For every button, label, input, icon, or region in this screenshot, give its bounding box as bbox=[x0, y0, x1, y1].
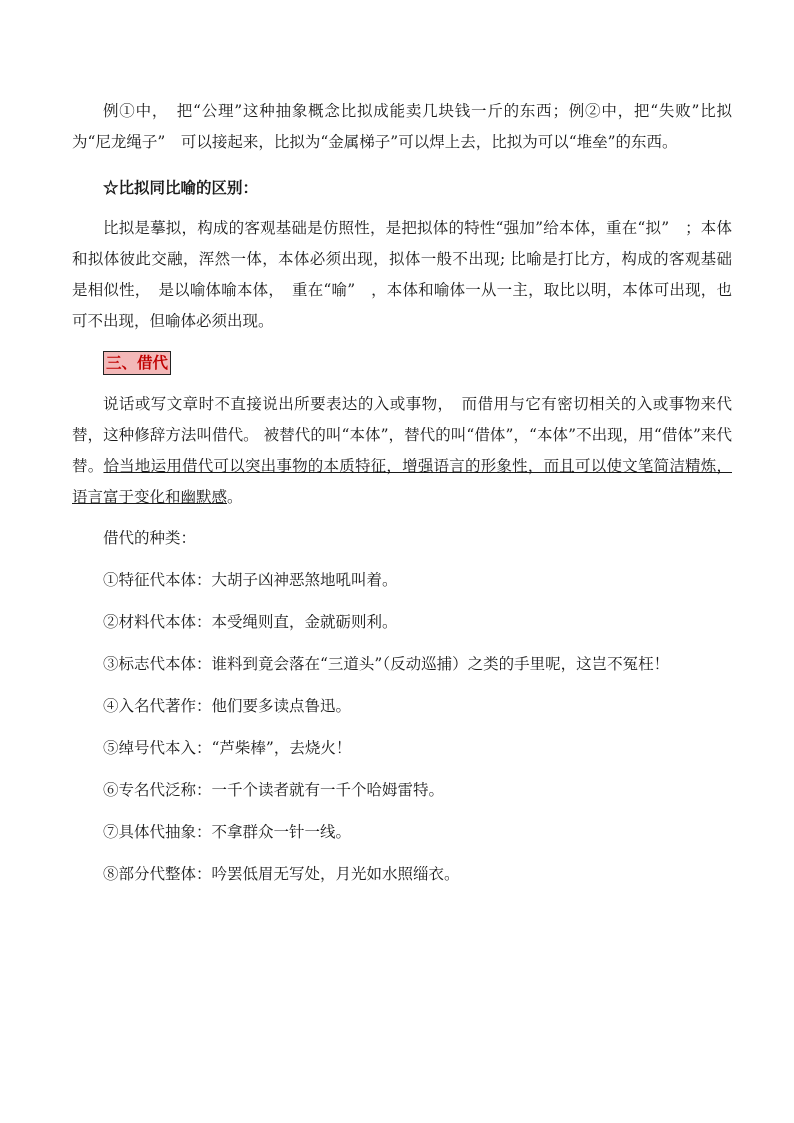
list-item: ⑥专名代泛称：一千个读者就有一千个哈姆雷特。 bbox=[103, 781, 445, 799]
paragraph-jiedai-end: 。 bbox=[227, 488, 243, 506]
section-heading-container bbox=[72, 351, 732, 375]
list-item: ⑤绰号代本入：“芦柴棒”，去烧火！ bbox=[103, 739, 352, 757]
list-item: ②材料代本体：本受绳则直，金就砺则利。 bbox=[103, 613, 398, 631]
section-heading: 三、借代 bbox=[103, 351, 171, 375]
list-item: ⑦具体代抽象：不拿群众一针一线。 bbox=[103, 823, 352, 841]
types-title: 借代的种类： bbox=[103, 529, 197, 547]
list-item: ①特征代本体：大胡子凶神恶煞地吼叫着。 bbox=[103, 571, 398, 589]
paragraph-difference: 比拟是摹拟，构成的客观基础是仿照性，是把拟体的特性“强加”给本体，重在“拟” ；本体和拟体彼此交融，浑然一体，本体必须出现，拟体一般不出现; 比喻是打比方，构成的客观基础是相似性， 是以喻体喻本体， 重在“喻” ，本体和喻体一从一主，取比以明，本体可出现，也可不出现，但喻体必须出现。 bbox=[72, 219, 732, 330]
paragraph-jiedai bbox=[72, 389, 732, 513]
subheading-difference: ☆比拟同比喻的区别： bbox=[103, 178, 259, 197]
list-item: ③标志代本体：谁料到竟会落在“三道头”（反动巡捕）之类的手里呢，这岂不冤枉！ bbox=[103, 655, 670, 673]
paragraph-examples: 例①中， 把“公理”这种抽象概念比拟成能卖几块钱一斤的东西；例②中，把“失败”比拟为“尼龙绳子” 可以接起来，比拟为“金属梯子”可以焊上去，比拟为可以“堆垒”的东西。 bbox=[72, 102, 732, 151]
underlined-emphasis: 恰当地运用借代可以突出事物的本质特征，增强语言的形象性，而且可以使文笔简洁精炼，语言富于变化和幽默感 bbox=[72, 457, 732, 506]
list-item: ⑧部分代整体：吟罢低眉无写处，月光如水照缁衣。 bbox=[103, 865, 460, 883]
document-body bbox=[72, 96, 732, 890]
paragraph-jiedai-text: 说话或写文章时不直接说出所要表达的入或事物， 而借用与它有密切相关的入或事物来代替，这种修辞方法叫借代。 被替代的叫“本体”，替代的叫“借体”，“本体”不出现，用“借体”来代替。 bbox=[72, 395, 732, 475]
types-list bbox=[72, 565, 732, 890]
list-item: ④入名代著作：他们要多读点鲁迅。 bbox=[103, 697, 352, 715]
